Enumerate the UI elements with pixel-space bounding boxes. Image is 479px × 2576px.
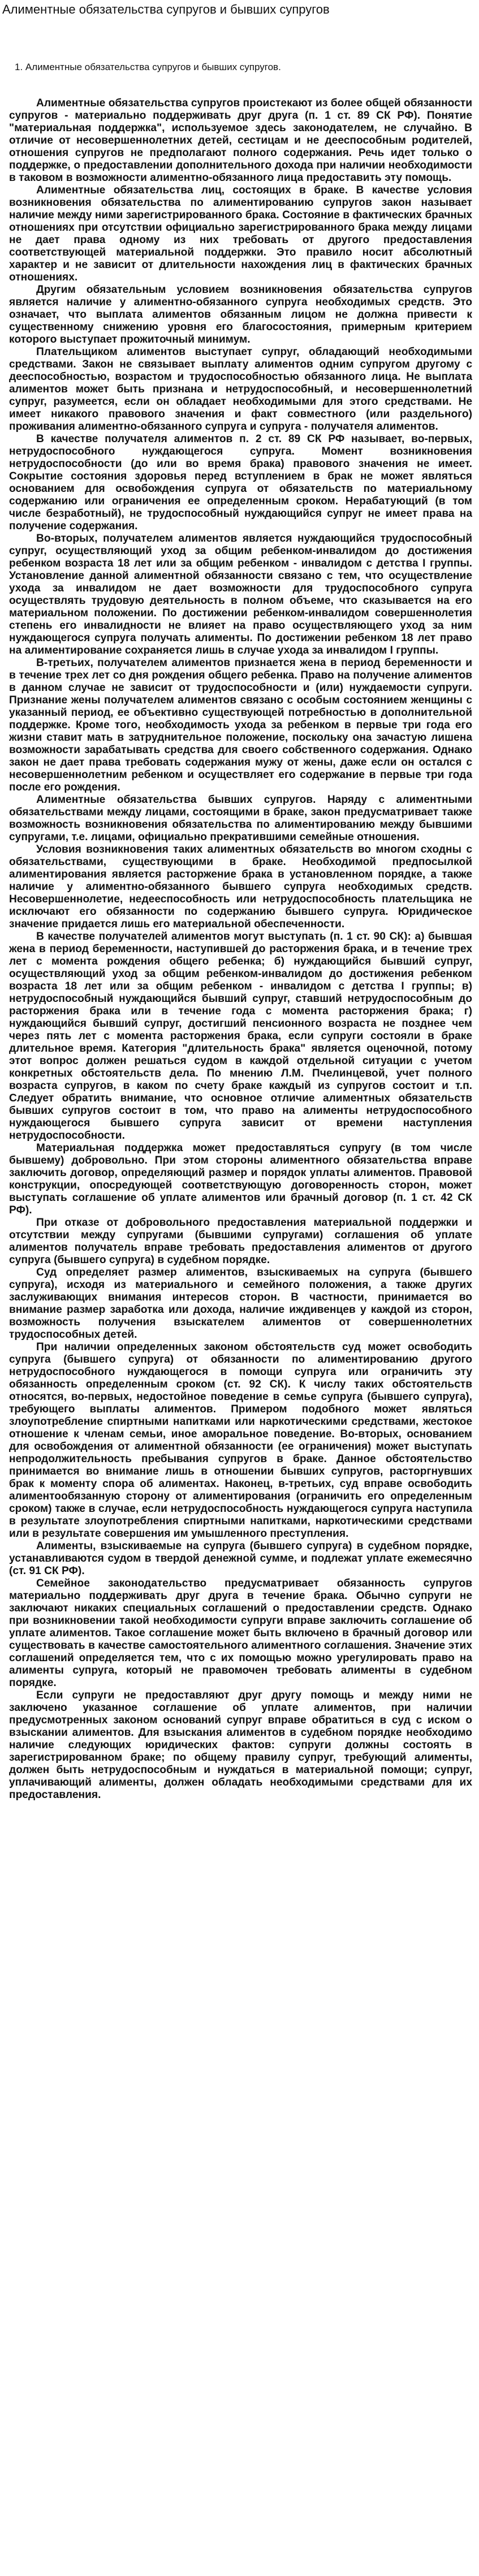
paragraph: В качестве получателей алиментов могут выступать (п. 1 ст. 90 СК): а) бывшая жена в период беременности, наступившей до расторжения брака, и в течение трех лет с момента рождения общего ребенка; б) нуждающийся бывший супруг, осуществляющий уход за общим ребенком-инвалидом до достижения ребенком возраста 18 лет или за общим ребенком - инвалидом с детства I группы; в) нетрудоспособный нуждающийся бывший супруг, ставший нетрудоспособным до расторжения брака или в течение года с момента расторжения брака; г) нуждающийся бывший супруг, достигший пенсионного возраста не позднее чем через пять лет с момента расторжения брака, если супруги состояли в браке длительное время. Категория "длительность брака" является оценочной, потому этот вопрос должен решаться судом в каждой отдельной ситуации с учетом конкретных обстоятельств дела. По мнению Л.М. Пчелинцевой, учет полного возраста супругов, в каком по счету браке каждый из супругов состоит и т.п. Следует обратить внимание, что основное отличие алиментных обязательств бывших супругов состоит в том, что право на алименты нетрудоспособного нуждающегося бывшего супруга зависит от времени наступления нетрудоспособности. [9,931,472,1142]
paragraph: При наличии определенных законом обстоятельств суд может освободить супруга (бывшего супруга) от обязанности по алиментированию другого нетрудоспособного нуждающегося в помощи супруга или ограничить эту обязанность определенным сроком (ст. 92 СК). К числу таких обстоятельств относятся, во-первых, недостойное поведение в семье супруга (бывшего супруга), требующего выплаты алиментов. Примером подобного может являться злоупотребление спиртными напитками или наркотическими средствами, жестокое отношение к членам семьи, иное аморальное поведение. Во-вторых, основанием для освобождения от алиментной обязанности (ее ограничения) может выступать непродолжительность пребывания супругов в браке. Данное обстоятельство принимается во внимание лишь в отношении бывших супругов, расторгнувших брак к моменту спора об алиментах. Наконец, в-третьих, суд вправе освободить алиментообязанную сторону от алиментирования (ограничить его определенным сроком) также в случае, если нетрудоспособность нуждающегося супруга наступила в результате злоупотребления спиртными напитками, наркотическими средствами или в результате совершения им умышленного преступления. [9,1341,472,1540]
table-of-contents [0,61,479,74]
paragraph: В-третьих, получателем алиментов признается жена в период беременности и в течение трех лет со дня рождения общего ребенка. Право на получение алиментов в данном случае не зависит от трудоспособности и (или) нуждаемости супруги. Признание жены получателем алиментов связано с особым состоянием женщины с указанный период, ее объективно существующей потребностью в дополнительной поддержке. Кроме того, необходимость ухода за ребенком в первые три года его жизни ставит мать в затруднительное положение, поскольку она зачастую лишена возможности зарабатывать средства для своего собственного содержания. Однако закон не дает права требовать содержания мужу от жены, даже если он остался с несовершеннолетним ребенком и осуществляет его содержание в первые три года после его рождения. [9,657,472,793]
article-body [9,97,472,1801]
paragraph: Если супруги не предоставляют друг другу помощь и между ними не заключено указанное соглашение об уплате алиментов, при наличии предусмотренных законом оснований супруг вправе обратиться в суд с иском о взыскании алиментов. Для взыскания алиментов в судебном порядке необходимо наличие следующих юридических фактов: супруги должны состоять в зарегистрированном браке; по общему правилу супруг, требующий алименты, должен быть нетрудоспособным и нуждаться в материальной помощи; супруг, уплачивающий алименты, должен обладать необходимыми средствами для их предоставления. [9,1689,472,1801]
paragraph: Алименты, взыскиваемые на супруга (бывшего супруга) в судебном порядке, устанавливаются судом в твердой денежной сумме, и подлежат уплате ежемесячно (ст. 91 СК РФ). [9,1540,472,1577]
paragraph: Алиментные обязательства лиц, состоящих в браке. В качестве условия возникновения обязательства по алиментированию супругов закон называет наличие между ними зарегистрированного брака. Состояние в фактических брачных отношениях при отсутствии официально зарегистрированного брака между лицами не дает права одному из них требовать от другого предоставления соответствующей материальной поддержки. Это правило носит абсолютный характер и не зависит от длительности нахождения лиц в фактических брачных отношениях. [9,184,472,283]
paragraph: Материальная поддержка может предоставляться супругу (в том числе бывшему) добровольно. При этом стороны алиментного обязательства вправе заключить договор, определяющий размер и порядок уплаты алиментов. Правовой конструкции, опосредующей соответствующую договоренность сторон, может выступать соглашение об уплате алиментов или брачный договор (п. 1 ст. 42 СК РФ). [9,1142,472,1216]
paragraph: Во-вторых, получателем алиментов является нуждающийся трудоспособный супруг, осуществляющий уход за общим ребенком-инвалидом до достижения ребенком возраста 18 лет или за общим ребенком - инвалидом с детства I группы. Установление данной алиментной обязанности связано с тем, что осуществление ухода за инвалидом не дает возможности для трудоспособного супруга осуществлять трудовую деятельность в полном объеме, что сказывается на его материальном положении. По достижении ребенком-инвалидом совершеннолетия степень его инвалидности не влияет на право осуществляющего уход за ним нуждающегося супруга получать алименты. По достижении ребенком 18 лет право на алиментирование сохраняется лишь в случае ухода за инвалидом I группы. [9,533,472,656]
paragraph: Семейное законодательство предусматривает обязанность супругов материально поддерживать друг друга в течение брака. Обычно супруги не заключают никаких специальных соглашений о предоставлении средств. Однако при возникновении такой необходимости супруги вправе заключить соглашение об уплате алиментов. Такое соглашение может быть включено в брачный договор или существовать в качестве самостоятельного алиментного соглашения. Значение этих соглашений определяется тем, что с их помощью можно урегулировать право на алименты супруга, который не правомочен требовать алименты в судебном порядке. [9,1577,472,1689]
paragraph: Алиментные обязательства супругов проистекают из более общей обязанности супругов - материально поддерживать друг друга (п. 1 ст. 89 СК РФ). Понятие "материальная поддержка", используемое здесь законодателем, не случайно. В отличие от несовершеннолетних детей, сестицам и не дееспособным родителей, отношения супругов не предполагают полного содержания. Речь идет только о поддержке, о предоставлении дополнительного дохода при наличии необходимости в таковом в возможности алиментно-обязанного лица предоставить эту помощь. [9,97,472,184]
toc-item[interactable]: 1. Алиментные обязательства супругов и бывших супругов. [15,62,281,72]
paragraph: Условия возникновения таких алиментных обязательств во многом сходны с обязательствами, существующими в браке. Необходимой предпосылкой алиментирования является расторжение брака в установленном порядке, а также наличие у алиментно-обязанного бывшего супруга необходимых средств. Несовершеннолетие, недееспособность или нетрудоспособность плательщика не исключают его обязанности по содержанию бывшего супруга. Юридическое значение придается лишь его материальной обеспеченности. [9,844,472,930]
page-title: Алиментные обязательства супругов и бывших супругов [2,2,330,16]
paragraph: Суд определяет размер алиментов, взыскиваемых на супруга (бывшего супруга), исходя из материального и семейного положения, а также других заслуживающих внимания интересов сторон. В частности, принимается во внимание размер заработка или дохода, наличие иждивенцев у каждой из сторон, возможность получения взыскателем алиментов от совершеннолетних трудоспособных детей. [9,1267,472,1341]
paragraph: Плательщиком алиментов выступает супруг, обладающий необходимыми средствами. Закон не связывает выплату алиментов одним супругом другому с дееспособностью, возрастом и трудоспособностью обязанного лица. Не выплата алиментов может быть признана и нетрудоспособный, и несовершеннолетний супруг, разумеется, если он обладает необходимыми для этого средствами. Не имеет никакого правового значения и факт совместного (или раздельного) проживания алиментно-обязанного супруга и супруга - получателя алиментов. [9,346,472,433]
paragraph: Другим обязательным условием возникновения обязательства супругов является наличие у алиментно-обязанного супруга необходимых средств. Это означает, что выплата алиментов обязанным лицом не должна привести к существенному снижению уровня его благосостояния, примерным критерием которого выступает прожиточный минимум. [9,284,472,345]
paragraph: При отказе от добровольного предоставления материальной поддержки и отсутствии между супругами (бывшими супругами) соглашения об уплате алиментов получатель вправе требовать предоставления алиментов от другого супруга (бывшего супруга) в судебном порядке. [9,1217,472,1266]
paragraph: В качестве получателя алиментов п. 2 ст. 89 СК РФ называет, во-первых, нетрудоспособного нуждающегося супруга. Момент возникновения нетрудоспособности (до или во время брака) правового значения не имеет. Сокрытие состояния здоровья перед вступлением в брак не может являться основанием для освобождения супруга от обязательств по материальному содержанию или ограничения ее определенным сроком. Нерабатующий (в том числе безработный), не трудоспособный нуждающийся супруг не имеет права на получение содержания. [9,433,472,532]
paragraph: Алиментные обязательства бывших супругов. Наряду с алиментными обязательствами между лицами, состоящими в браке, закон предусматривает также возможность возникновения обязательства по алиментированию между бывшими супругами, т.е. лицами, официально прекратившими семейные отношения. [9,794,472,843]
